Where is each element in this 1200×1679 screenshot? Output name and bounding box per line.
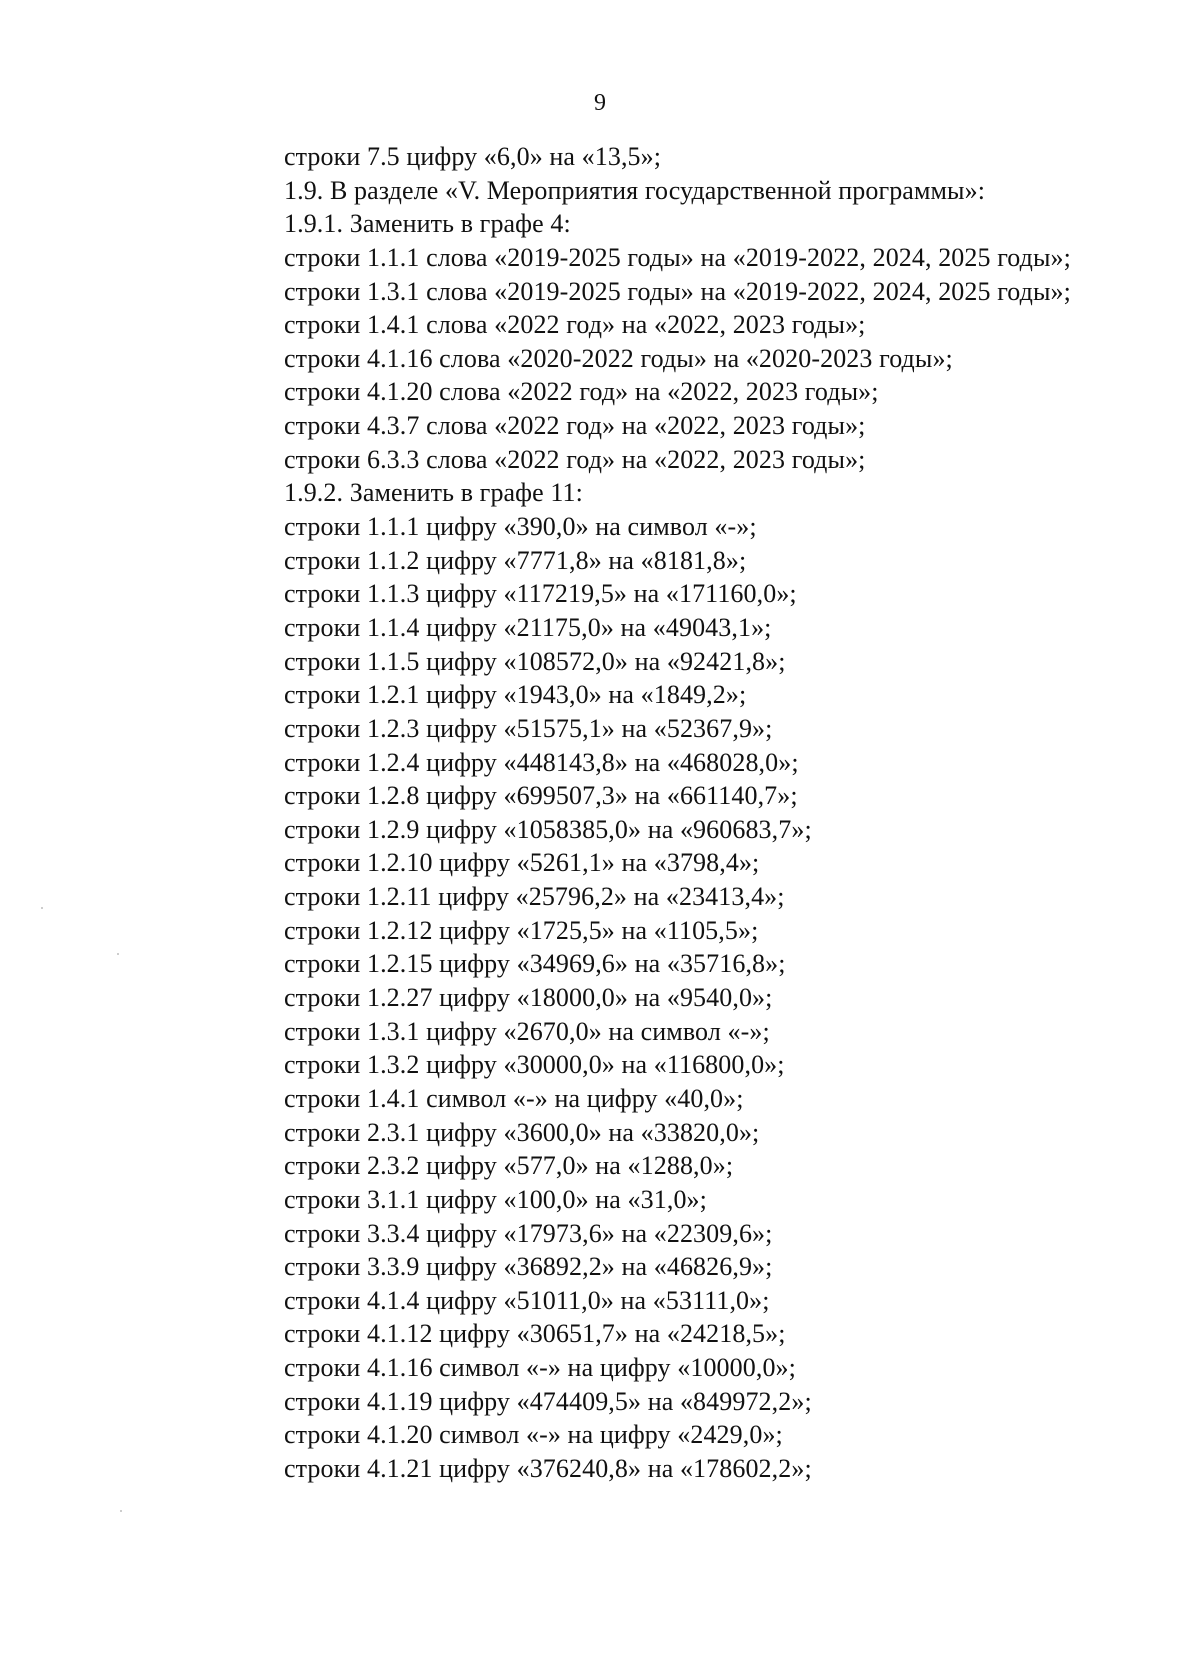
text-line: строки 4.1.19 цифру «474409,5» на «849972,2»; [284,1386,812,1416]
text-line: строки 3.1.1 цифру «100,0» на «31,0»; [284,1184,707,1214]
text-line: строки 1.1.3 цифру «117219,5» на «171160,0»; [284,579,797,609]
text-line: строки 1.2.3 цифру «51575,1» на «52367,9»; [284,713,773,743]
text-line: строки 1.3.2 цифру «30000,0» на «116800,0»; [284,1050,785,1080]
scan-speck [41,907,43,909]
text-line: строки 3.3.9 цифру «36892,2» на «46826,9»; [284,1252,773,1282]
text-line: строки 4.1.12 цифру «30651,7» на «24218,5»; [284,1319,786,1349]
text-line: строки 1.1.1 слова «2019-2025 годы» на «2019-2022, 2024, 2025 годы»; [284,242,1071,272]
document-body [284,140,1164,1486]
text-line: строки 3.3.4 цифру «17973,6» на «22309,6»; [284,1218,773,1248]
text-line: строки 4.1.4 цифру «51011,0» на «53111,0»; [284,1285,770,1315]
text-line: строки 4.3.7 слова «2022 год» на «2022, 2023 годы»; [284,411,866,441]
text-line: строки 2.3.1 цифру «3600,0» на «33820,0»; [284,1117,760,1147]
text-line: строки 1.4.1 слова «2022 год» на «2022, 2023 годы»; [284,310,866,340]
text-line: строки 1.3.1 слова «2019-2025 годы» на «2019-2022, 2024, 2025 годы»; [284,276,1071,306]
scan-speck [117,953,119,955]
section-heading: 1.9. В разделе «V. Мероприятия государственной программы»: [284,175,986,205]
text-line: строки 7.5 цифру «6,0» на «13,5»; [284,142,662,171]
text-line: строки 1.2.27 цифру «18000,0» на «9540,0»; [284,983,773,1013]
text-line: строки 1.2.8 цифру «699507,3» на «661140,7»; [284,781,798,811]
text-line: строки 1.2.11 цифру «25796,2» на «23413,4»; [284,882,785,912]
text-line: строки 1.2.10 цифру «5261,1» на «3798,4»; [284,848,760,878]
text-line: строки 1.2.12 цифру «1725,5» на «1105,5»; [284,915,759,945]
subsection-heading: 1.9.1. Заменить в графе 4: [284,209,571,239]
scan-speck [120,1510,122,1512]
text-line: строки 4.1.20 слова «2022 год» на «2022, 2023 годы»; [284,377,879,407]
subsection-heading: 1.9.2. Заменить в графе 11: [284,478,583,508]
text-line: строки 1.1.5 цифру «108572,0» на «92421,8»; [284,646,786,676]
text-line: строки 1.1.2 цифру «7771,8» на «8181,8»; [284,545,747,575]
text-line: строки 4.1.16 слова «2020-2022 годы» на «2020-2023 годы»; [284,343,953,373]
text-line: строки 4.1.20 символ «-» на цифру «2429,0»; [284,1420,783,1450]
text-line: строки 1.2.1 цифру «1943,0» на «1849,2»; [284,680,747,710]
text-line: строки 2.3.2 цифру «577,0» на «1288,0»; [284,1151,734,1181]
text-line: строки 6.3.3 слова «2022 год» на «2022, 2023 годы»; [284,444,866,474]
text-line: строки 1.2.4 цифру «448143,8» на «468028,0»; [284,747,799,777]
text-line: строки 1.1.1 цифру «390,0» на символ «-»; [284,512,757,542]
text-line: строки 1.1.4 цифру «21175,0» на «49043,1»; [284,612,772,642]
text-line: строки 1.3.1 цифру «2670,0» на символ «-»; [284,1016,770,1046]
text-line: строки 1.2.9 цифру «1058385,0» на «960683,7»; [284,814,812,844]
page-number: 9 [594,90,606,116]
text-line: строки 4.1.16 символ «-» на цифру «10000,0»; [284,1353,796,1383]
text-line: строки 4.1.21 цифру «376240,8» на «178602,2»; [284,1453,812,1483]
text-line: строки 1.4.1 символ «-» на цифру «40,0»; [284,1083,744,1113]
text-line: строки 1.2.15 цифру «34969,6» на «35716,8»; [284,949,786,979]
